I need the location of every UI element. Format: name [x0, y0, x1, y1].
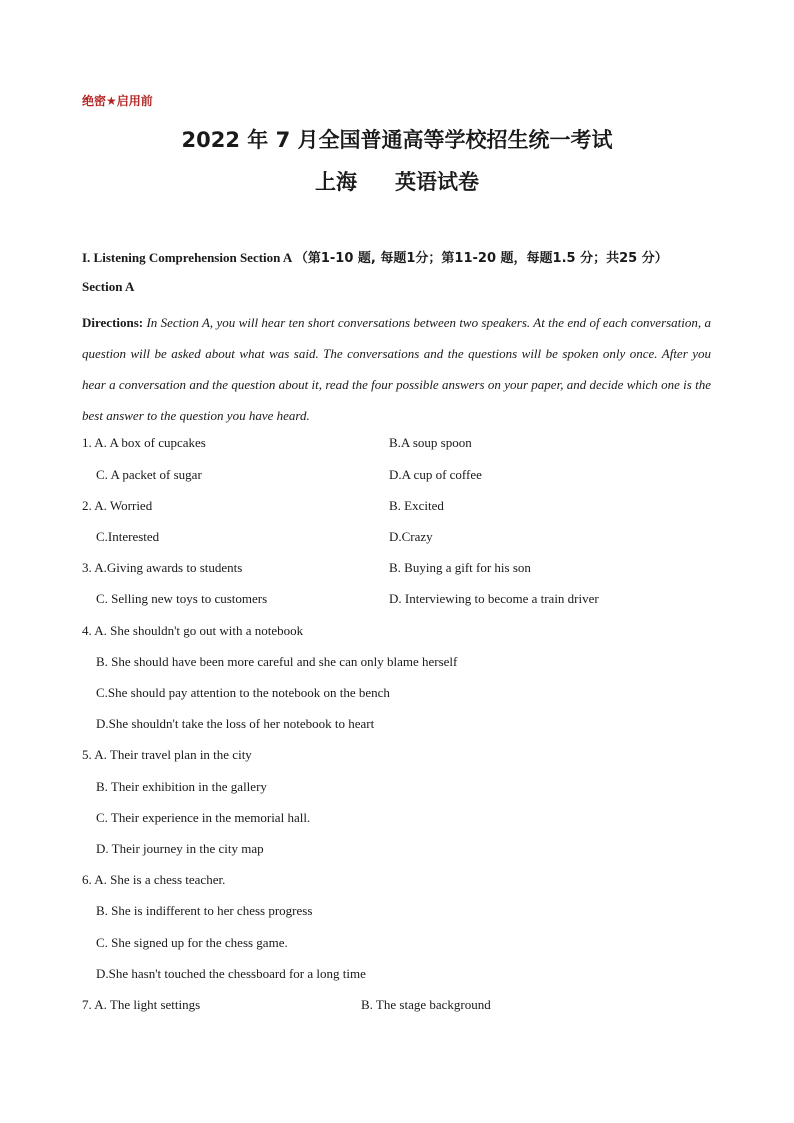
q3-option-c: C. Selling new toys to customers	[96, 591, 268, 606]
q6-option-d: D.She hasn't touched the chessboard for a long time	[96, 966, 366, 981]
exam-title: 2022 年 7 月全国普通高等学校招生统一考试	[181, 128, 613, 152]
q1-option-c: C. A packet of sugar	[96, 467, 202, 482]
q2-option-b: B. Excited	[389, 498, 444, 513]
section-a-title: Section A	[82, 279, 135, 294]
q3-option-a: 3. A.Giving awards to students	[82, 560, 243, 575]
q4-option-c: C.She should pay attention to the notebook on the bench	[96, 685, 390, 700]
q6-option-b: B. She is indifferent to her chess progress	[96, 903, 313, 918]
q1-option-b: B.A soup spoon	[389, 435, 472, 450]
part-heading	[82, 247, 668, 266]
q4-option-a: 4. A. She shouldn't go out with a notebook	[82, 623, 304, 638]
q5-option-a: 5. A. Their travel plan in the city	[82, 747, 252, 762]
part-heading-en: I. Listening Comprehension Section A	[82, 250, 292, 265]
directions-paragraph	[82, 307, 711, 431]
q2-option-c: C.Interested	[96, 529, 160, 544]
q2-option-a: 2. A. Worried	[82, 498, 153, 513]
directions-text: In Section A, you will hear ten short conversations between two speakers. At the end of each conversation, a question will be asked about what was said. The conversations and the questions will be spoken only once. After you hear a conversation and the question about it, read the four possible answers on your paper, and decide which one is the best answer to the question you have heard.	[82, 315, 711, 423]
q1-option-a: 1. A. A box of cupcakes	[82, 435, 206, 450]
exam-subtitle	[0, 166, 794, 196]
subtitle-region: 上海	[315, 170, 357, 194]
q5-option-b: B. Their exhibition in the gallery	[96, 779, 267, 794]
q1-option-d: D.A cup of coffee	[389, 467, 482, 482]
q5-option-d: D. Their journey in the city map	[96, 841, 264, 856]
confidential-label: 绝密★启用前	[82, 94, 153, 108]
part-heading-scoring: （第1-10 题, 每题1分；第11-20 题，每题1.5 分；共25 分）	[294, 251, 668, 266]
subtitle-subject: 英语试卷	[395, 170, 479, 194]
q3-option-b: B. Buying a gift for his son	[389, 560, 531, 575]
directions-label: Directions:	[82, 315, 144, 330]
q6-option-c: C. She signed up for the chess game.	[96, 935, 288, 950]
q4-option-b: B. She should have been more careful and she can only blame herself	[96, 654, 458, 669]
q2-option-d: D.Crazy	[389, 529, 433, 544]
q7-option-b: B. The stage background	[361, 997, 491, 1012]
q5-option-c: C. Their experience in the memorial hall.	[96, 810, 311, 825]
q6-option-a: 6. A. She is a chess teacher.	[82, 872, 226, 887]
q3-option-d: D. Interviewing to become a train driver	[389, 591, 599, 606]
q4-option-d: D.She shouldn't take the loss of her notebook to heart	[96, 716, 375, 731]
q7-option-a: 7. A. The light settings	[82, 997, 201, 1012]
